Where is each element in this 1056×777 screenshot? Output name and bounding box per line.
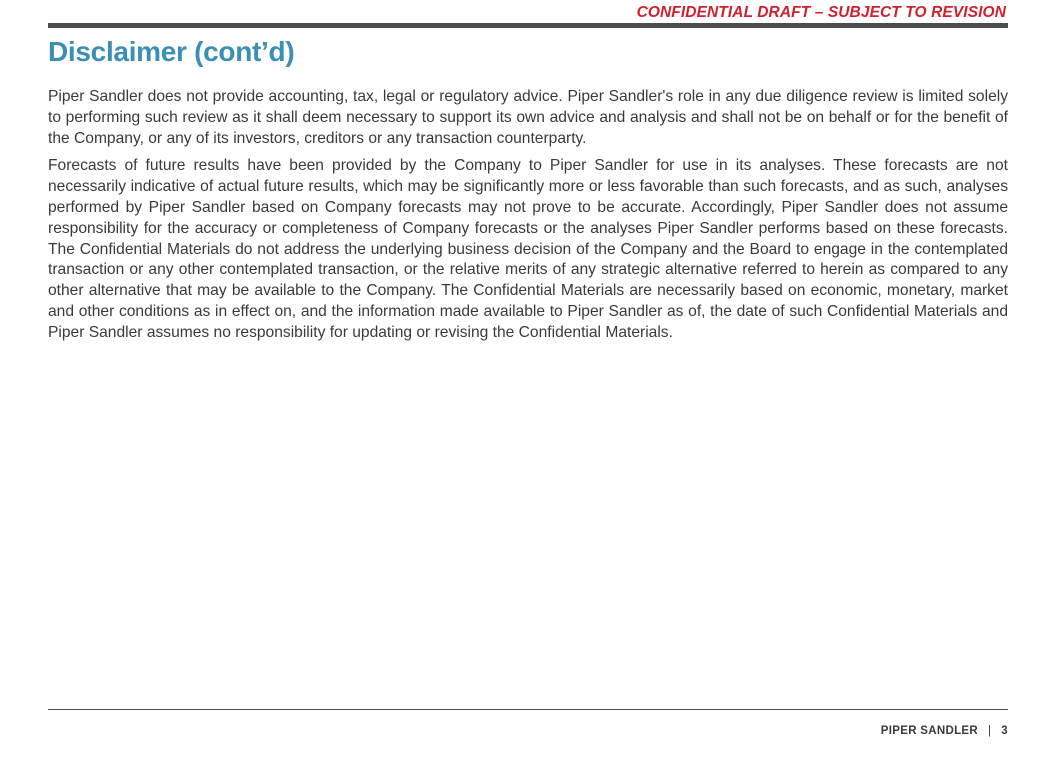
footer-separator: | [988, 725, 992, 737]
footer-brand: PIPER SANDLER [880, 725, 978, 737]
disclaimer-body [48, 87, 1008, 351]
page-title: Disclaimer (cont’d) [48, 36, 295, 67]
header-rule [48, 23, 1008, 28]
confidential-banner: CONFIDENTIAL DRAFT – SUBJECT TO REVISION [636, 4, 1006, 21]
footer [881, 725, 1008, 737]
disclaimer-paragraph: Forecasts of future results have been provided by the Company to Piper Sandler for use in its analyses. These forecasts are not necessarily indicative of actual future results, which may be significantly more or less favorable than such forecasts, and as such, analyses performed by Piper Sandler based on Company forecasts may not prove to be accurate. Accordingly, Piper Sandler does not assume responsibility for the accuracy or completeness of Company forecasts or the analyses Piper Sandler performs based on these forecasts. The Confidential Materials do not address the underlying business decision of the Company and the Board to engage in the contemplated transaction or any other contemplated transaction, or the relative merits of any strategic alternative referred to herein as compared to any other alternative that may be available to the Company. The Confidential Materials are necessarily based on economic, monetary, market and other conditions as in effect on, and the information made available to Piper Sandler as of, the date of such Confidential Materials and Piper Sandler assumes no responsibility for updating or revising the Confidential Materials. [48, 157, 1008, 341]
disclaimer-paragraph: Piper Sandler does not provide accounting, tax, legal or regulatory advice. Piper Sandler's role in any due diligence review is limited solely to performing such review as it shall deem necessary to support its own advice and analysis and shall not be on behalf or for the benefit of the Company, or any of its investors, creditors or any transaction counterparty. [48, 88, 1008, 147]
footer-rule [48, 709, 1008, 710]
page-number: 3 [1001, 725, 1008, 737]
